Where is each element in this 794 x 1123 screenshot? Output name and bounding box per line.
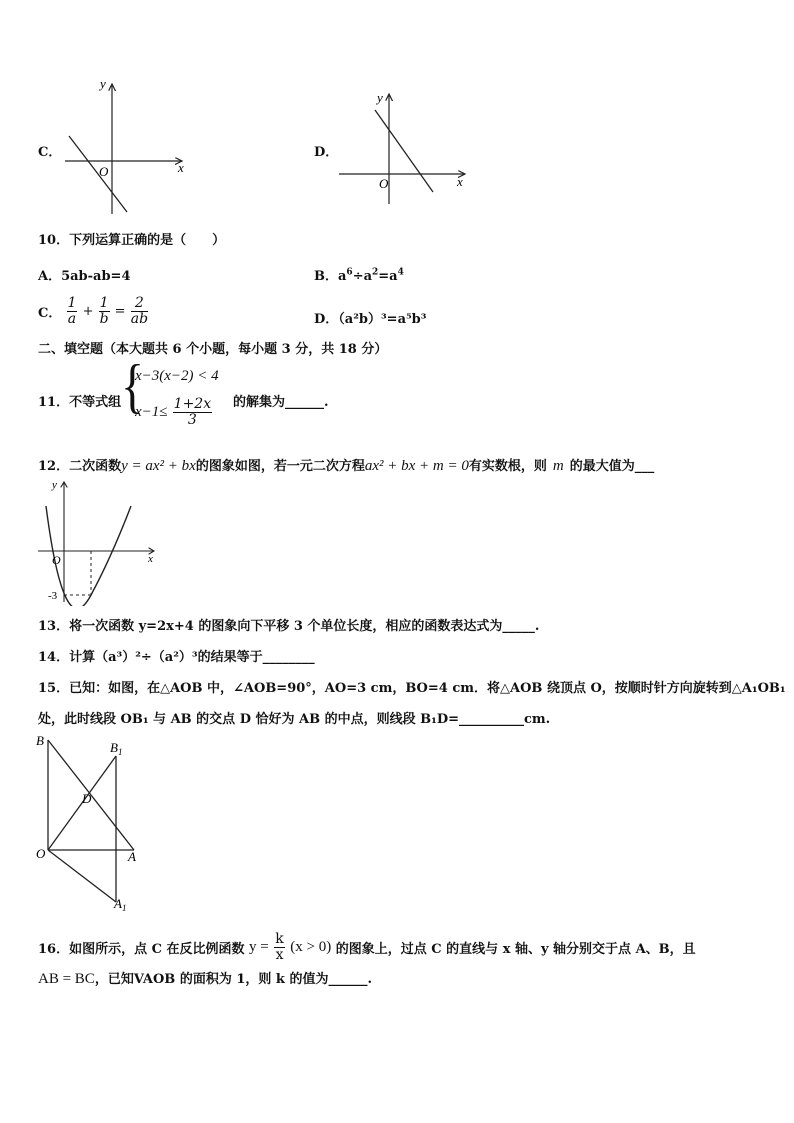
q11-inequality-1: x−3(x−2) < 4 — [135, 368, 219, 384]
graph-y-label: y — [52, 479, 57, 491]
x-axis-label: x — [178, 160, 184, 175]
y-axis-label: y — [100, 78, 106, 91]
q10-stem: 10．下列运算正确的是（ ） — [38, 233, 226, 248]
q10-option-d: D．（a²b）³=a⁵b³ — [314, 312, 427, 327]
q14-text: 14．计算（a³）²÷（a²）³的结果等于________ — [38, 650, 315, 665]
graph-x-label: x — [148, 553, 153, 565]
option-d-label: D． — [314, 145, 339, 160]
y-axis-label: y — [377, 90, 383, 105]
option-d-graph — [335, 88, 475, 208]
origin-label: O — [99, 164, 109, 179]
label-o: O — [36, 846, 46, 861]
option-c-graph — [55, 78, 195, 218]
label-d: D — [82, 791, 92, 806]
x-axis-label: x — [457, 174, 463, 189]
label-a1: $A_1$ — [114, 896, 127, 913]
graph-min-label: -3 — [48, 590, 58, 602]
q16-line-2: AB = BC，已知VAOB 的面积为 1，则 k 的值为______. — [38, 971, 372, 987]
q15-line-2: 处，此时线段 OB₁ 与 AB 的交点 D 恰好为 AB 的中点，则线段 B₁D=__________cm. — [38, 712, 551, 727]
q15-line-1: 15．已知：如图，在△AOB 中，∠AOB=90°，AO=3 cm，BO=4 cm．将△AOB 绕顶点 O，按顺时针方向旋转到△A₁OB₁ — [38, 681, 786, 696]
q11-inequality-2: x−1≤ $\frac{1+2x}{3}$ — [135, 396, 212, 428]
q10-option-a: A．5ab-ab=4 — [38, 269, 131, 284]
q12-parabola-graph — [36, 478, 166, 606]
q16-line-1: 16．如图所示，点 C 在反比例函数 y = $\frac{k}{x}$ (x > 0) 的图象上，过点 C 的直线与 x 轴、y 轴分别交于点 A、B，且 — [38, 931, 696, 963]
option-c-label: C． — [38, 145, 62, 160]
q11-prefix: 11．不等式组 — [38, 395, 122, 410]
q12-text: 12．二次函数y = ax² + bx的图象如图，若一元二次方程ax² + bx + m = 0有实数根，则 m 的最大值为___ — [38, 458, 655, 474]
segment-oa1 — [48, 850, 116, 902]
graph-origin-label: O — [52, 553, 61, 567]
section-heading: 二、填空题（本大题共 6 个小题，每小题 3 分，共 18 分） — [38, 342, 388, 357]
label-b1: $B_1$ — [110, 740, 123, 757]
q10-option-b: B．$a^6\div a^2=a^4$ — [314, 267, 404, 284]
q15-triangle-figure — [34, 732, 144, 916]
line-graph — [69, 136, 127, 212]
q13-text: 13．将一次函数 y=2x+4 的图象向下平移 3 个单位长度，相应的函数表达式为_____. — [38, 619, 540, 634]
label-a: A — [128, 849, 136, 864]
label-b: B — [36, 733, 44, 748]
q10-option-c: C． $\frac{1}{a}$ + $\frac{1}{b}$ = $\frac{2}{ab}$ — [38, 295, 149, 327]
origin-label: O — [379, 176, 389, 191]
q11-suffix: 的解集为______. — [233, 395, 329, 410]
brace-icon: { — [121, 353, 145, 420]
